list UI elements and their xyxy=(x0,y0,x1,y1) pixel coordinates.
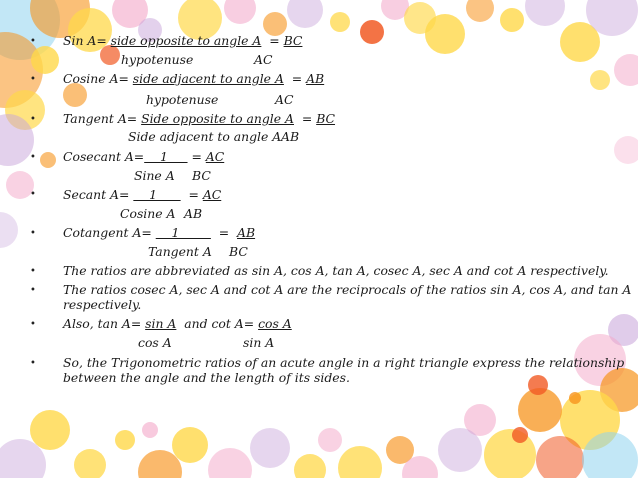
bokeh-dot xyxy=(224,0,256,24)
bokeh-dot xyxy=(63,83,87,107)
list-item-reciprocals: The ratios cosec A, sec A and cot A are the reciprocals of the ratios sin A, cos A, and tan A xyxy=(63,282,632,297)
tangent-ratio-bottom: AB xyxy=(281,129,300,144)
bokeh-dot xyxy=(614,136,638,164)
bokeh-dot xyxy=(30,410,70,450)
tangent-ratio-top: BC xyxy=(316,111,336,126)
secant-ratio-top: AC xyxy=(202,187,222,202)
cosecant-ratio-bottom: BC xyxy=(192,168,211,183)
bokeh-dot xyxy=(172,427,208,463)
bullet-icon: • xyxy=(30,358,36,369)
bokeh-dot xyxy=(466,0,494,22)
cosecant-denominator: Sine A xyxy=(134,168,175,183)
bokeh-dot xyxy=(569,392,581,404)
bokeh-dot xyxy=(40,152,56,168)
list-item-cosecant: Cosecant A= 1 = AC xyxy=(63,149,225,164)
sin-numerator: side opposite to angle A xyxy=(110,33,262,48)
list-item-summary-cont: between the angle and the length of its sides. xyxy=(63,370,350,385)
bokeh-dot xyxy=(250,428,290,468)
list-item-cosine: Cosine A= side adjacent to angle A = AB xyxy=(63,71,325,86)
cosecant-numerator: 1 xyxy=(144,149,188,164)
bullet-icon: • xyxy=(30,266,36,277)
cosine-ratio-bottom: AC xyxy=(275,92,294,107)
tangent-numerator: Side opposite to angle A xyxy=(141,111,294,126)
bokeh-dot xyxy=(31,46,59,74)
cot-numerator: cos A xyxy=(258,316,292,331)
bokeh-dot xyxy=(360,20,384,44)
bokeh-dot xyxy=(528,375,548,395)
bokeh-dot xyxy=(614,54,638,86)
bokeh-dot xyxy=(287,0,323,28)
bullet-icon: • xyxy=(30,74,36,85)
cosine-ratio-top: AB xyxy=(306,71,325,86)
cosine-denominator: hypotenuse xyxy=(146,92,219,107)
list-item-summary: So, the Trigonometric ratios of an acute angle in a right triangle express the relationship xyxy=(63,355,625,370)
list-item-sin xyxy=(63,33,302,48)
bokeh-dot xyxy=(525,0,565,26)
sin-ratio-top: BC xyxy=(283,33,303,48)
sin-ratio-bottom: AC xyxy=(254,52,273,67)
bokeh-dot xyxy=(330,12,350,32)
bokeh-dot xyxy=(0,212,18,248)
bullet-icon: • xyxy=(30,228,36,239)
list-item-reciprocals-cont: respectively. xyxy=(63,297,142,312)
bokeh-dot xyxy=(142,422,158,438)
bokeh-dot xyxy=(294,454,326,478)
bokeh-dot xyxy=(438,428,482,472)
cotangent-denominator: Tangent A xyxy=(148,244,212,259)
bokeh-dot xyxy=(484,429,536,478)
list-item-cotangent: Cotangent A= 1 = AB xyxy=(63,225,256,240)
bullet-icon: • xyxy=(30,189,36,200)
bokeh-dot xyxy=(318,428,342,452)
cotangent-numerator: 1 xyxy=(155,225,211,240)
bullet-icon: • xyxy=(30,319,36,330)
list-item-abbreviations: The ratios are abbreviated as sin A, cos A, tan A, cosec A, sec A and cot A respectively. xyxy=(63,263,609,278)
bokeh-dot xyxy=(100,45,120,65)
bokeh-dot xyxy=(338,446,382,478)
bokeh-dot xyxy=(500,8,524,32)
bokeh-dot xyxy=(115,430,135,450)
tan-denominator: cos A xyxy=(138,335,172,350)
bokeh-dot xyxy=(512,427,528,443)
sin-denominator: hypotenuse xyxy=(121,52,194,67)
bullet-icon: • xyxy=(30,152,36,163)
bokeh-dot xyxy=(208,448,252,478)
secant-numerator: 1 xyxy=(133,187,181,202)
secant-denominator: Cosine A xyxy=(120,206,176,221)
cosine-numerator: side adjacent to angle A xyxy=(132,71,284,86)
bullet-icon: • xyxy=(30,36,36,47)
bullet-icon: • xyxy=(30,285,36,296)
cotangent-ratio-bottom: BC xyxy=(229,244,248,259)
cotangent-ratio-top: AB xyxy=(237,225,256,240)
cosecant-ratio-top: AC xyxy=(205,149,225,164)
cot-denominator: sin A xyxy=(243,335,275,350)
list-item-secant: Secant A= 1 = AC xyxy=(63,187,222,202)
list-item-tangent: Tangent A= Side opposite to angle A = BC xyxy=(63,111,336,126)
bokeh-dot xyxy=(74,449,106,478)
tan-numerator: sin A xyxy=(145,316,177,331)
tangent-denominator: Side adjacent to angle A xyxy=(128,129,282,144)
secant-ratio-bottom: AB xyxy=(184,206,203,221)
sin-label: Sin A= xyxy=(63,33,111,48)
bokeh-dot xyxy=(425,14,465,54)
equals: = xyxy=(261,33,284,48)
bullet-icon: • xyxy=(30,114,36,125)
bokeh-dot xyxy=(590,70,610,90)
list-item-tan-cot: Also, tan A= sin A and cot A= cos A xyxy=(63,316,292,331)
